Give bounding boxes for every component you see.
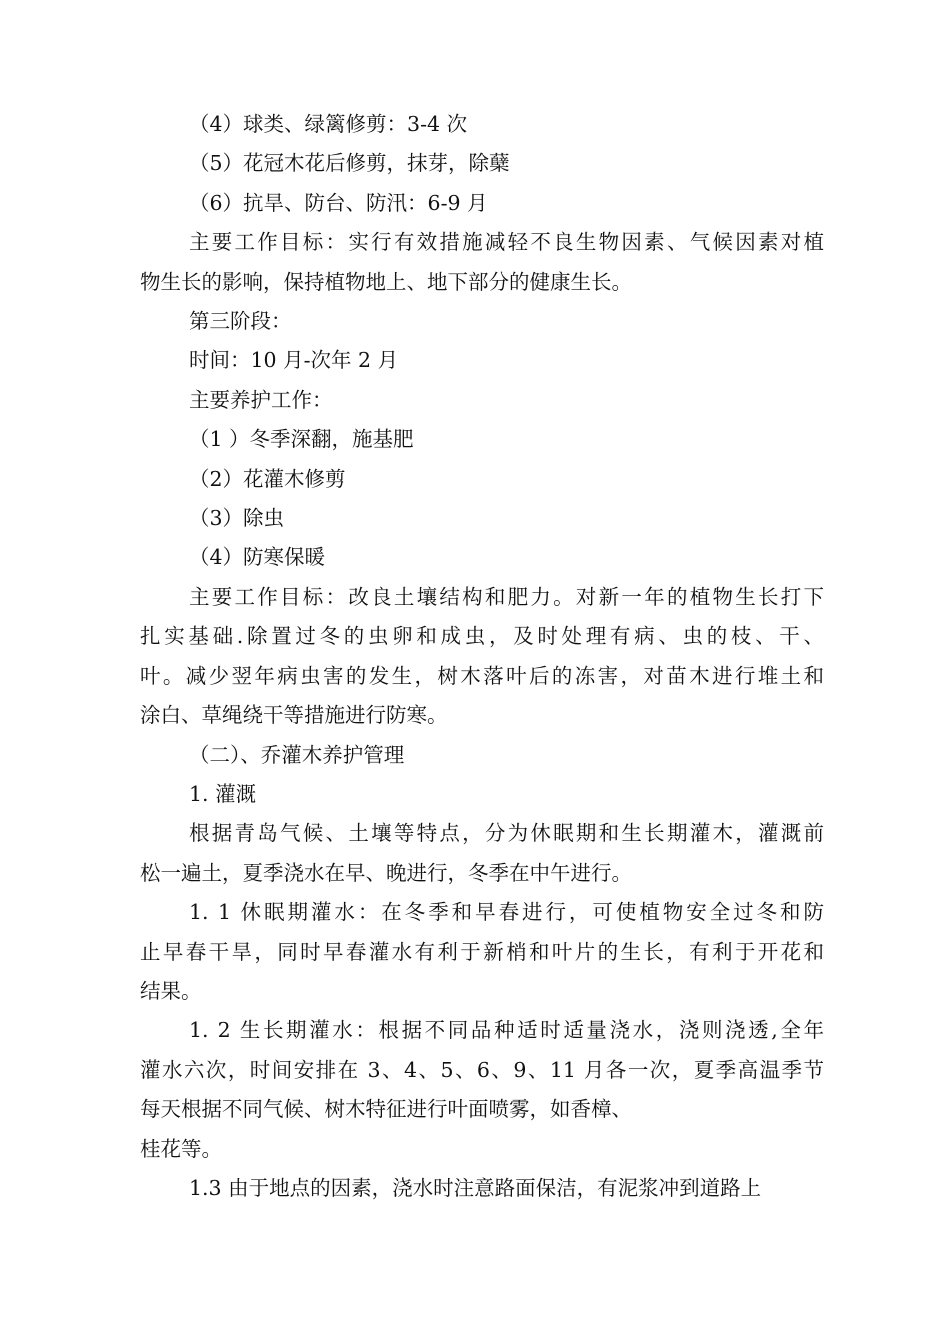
text-line: 灌水六次，时间安排在 3、4、5、6、9、11 月各一次，夏季高温季节 [140, 1057, 824, 1082]
text-line: 根据青岛气候、土壤等特点，分为休眠期和生长期灌木，灌溉前 [189, 821, 824, 846]
text-line: 第三阶段： [189, 309, 292, 334]
text-line: 叶。减少翌年病虫害的发生，树木落叶后的冻害，对苗木进行堆土和 [140, 663, 824, 688]
paragraph [140, 578, 824, 736]
paragraph [140, 736, 824, 775]
paragraph [140, 302, 824, 341]
paragraph [140, 144, 824, 183]
paragraph [140, 1130, 824, 1169]
text-line: 扎实基础.除置过冬的虫卵和成虫，及时处理有病、虫的枝、干、 [140, 624, 824, 649]
paragraph [140, 1169, 824, 1208]
text-line: 主要养护工作： [189, 387, 333, 412]
text-line: 时间：10 月-次年 2 月 [189, 348, 399, 373]
text-line: 主要工作目标：改良土壤结构和肥力。对新一年的植物生长打下 [189, 584, 824, 609]
text-line: 涂白、草绳绕干等措施进行防寒。 [140, 703, 448, 728]
paragraph [140, 775, 824, 814]
text-line: （二）、乔灌木养护管理 [189, 742, 405, 767]
paragraph [140, 814, 824, 893]
paragraph [140, 341, 824, 380]
paragraph [140, 460, 824, 499]
text-line: 桂花等。 [140, 1136, 222, 1161]
paragraph [140, 223, 824, 302]
paragraph [140, 184, 824, 223]
text-line: 1. 2 生长期灌水：根据不同品种适时适量浇水，浇则浇透,全年 [189, 1018, 824, 1043]
text-line: （2）花灌木修剪 [189, 466, 346, 491]
paragraph [140, 1011, 824, 1129]
text-line: （4）球类、绿篱修剪：3-4 次 [189, 112, 468, 136]
document-body [140, 105, 824, 1208]
paragraph [140, 538, 824, 577]
paragraph [140, 893, 824, 1011]
text-line: 1. 灌溉 [189, 781, 257, 806]
paragraph [140, 499, 824, 538]
text-line: （4）防寒保暖 [189, 545, 326, 570]
text-line: 1. 1 休眠期灌水：在冬季和早春进行，可使植物安全过冬和防 [189, 900, 824, 925]
text-line: 止早春干旱，同时早春灌水有利于新梢和叶片的生长，有利于开花和 [140, 939, 824, 964]
text-line: （5）花冠木花后修剪，抹芽，除蘖 [189, 151, 510, 176]
text-line: 主要工作目标：实行有效措施减轻不良生物因素、气候因素对植 [189, 230, 824, 255]
text-line: 松一遍土，夏季浇水在早、晚进行，冬季在中午进行。 [140, 860, 632, 885]
paragraph [140, 105, 824, 144]
text-line: 物生长的影响，保持植物地上、地下部分的健康生长。 [140, 269, 632, 294]
text-line: （6）抗旱、防台、防汛：6-9 月 [189, 190, 488, 215]
text-line: （1 ）冬季深翻，施基肥 [189, 427, 414, 452]
text-line: 结果。 [140, 978, 202, 1003]
text-line: （3）除虫 [189, 506, 285, 531]
text-line: 1.3 由于地点的因素，浇水时注意路面保洁，有泥浆冲到道路上 [189, 1175, 762, 1200]
paragraph [140, 381, 824, 420]
text-line: 每天根据不同气候、树木特征进行叶面喷雾，如香樟、 [140, 1097, 632, 1122]
paragraph [140, 420, 824, 459]
